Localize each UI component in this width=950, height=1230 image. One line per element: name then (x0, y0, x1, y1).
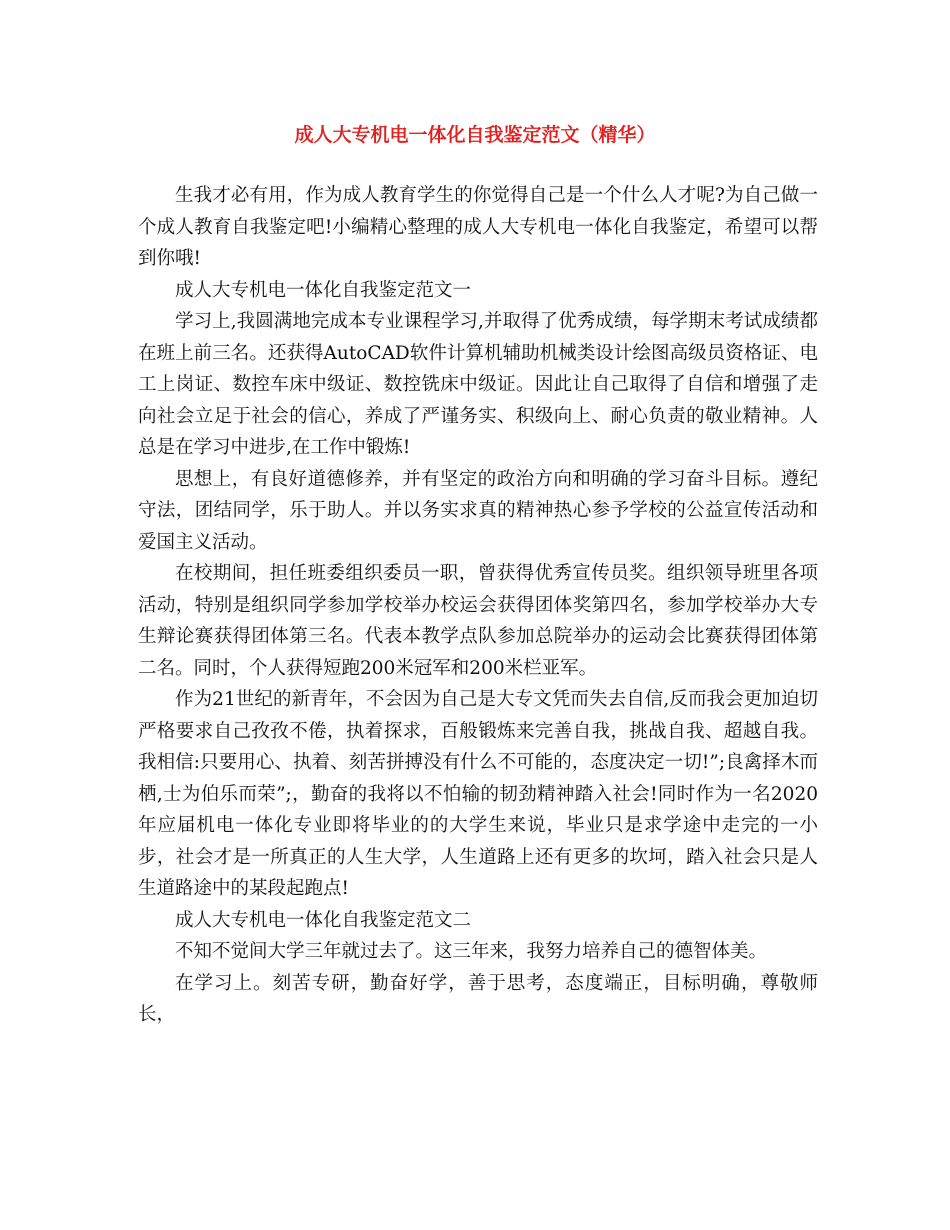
paragraph-intro: 生我才必有用，作为成人教育学生的你觉得自己是一个什么人才呢?为自己做一个成人教育自我鉴定吧!小编精心整理的成人大专机电一体化自我鉴定，希望可以帮到你哦! (138, 185, 818, 269)
paragraph-study-two: 在学习上。刻苦专研，勤奋好学，善于思考，态度端正，目标明确，尊敬师长， (138, 972, 818, 1025)
paragraph-three-years: 不知不觉间大学三年就过去了。这三年来，我努力培养自己的德智体美。 (175, 941, 768, 962)
section-heading-sample-two: 成人大专机电一体化自我鉴定范文二 (175, 909, 472, 931)
document-title: 成人大专机电一体化自我鉴定范文（精华） (294, 124, 656, 146)
paragraph-outlook: 作为21世纪的新青年，不会因为自己是大专文凭而失去自信,反而我会更加迫切严格要求自己孜孜不倦，执着探求，百般锻炼来完善自我，挑战自我、超越自我。我相信:只要用心、执着、刻苦拼搏没有什么不可能的，态度决定一切!”;良禽择木而栖,士为伯乐而荣”;，勤奋的我将以不怕输的韧劲精神踏入社会!同时作为一名2020年应届机电一体化专业即将毕业的的大学生来说，毕业只是求学途中走完的一小步，社会才是一所真正的人生大学，人生道路上还有更多的坎坷，踏入社会只是人生道路途中的某段起跑点! (138, 689, 818, 899)
document-body (138, 180, 818, 1031)
paragraph-study: 学习上,我圆满地完成本专业课程学习,并取得了优秀成绩，每学期末考试成绩都在班上前三名。还获得AutoCAD软件计算机辅助机械类设计绘图高级员资格证、电工上岗证、数控车床中级证、数控铣床中级证。因此让自己取得了自信和增强了走向社会立足于社会的信心，养成了严谨务实、积级向上、耐心负责的敬业精神。人总是在学习中进步,在工作中锻炼! (138, 311, 818, 458)
section-heading-sample-one: 成人大专机电一体化自我鉴定范文一 (175, 279, 472, 301)
paragraph-ideology: 思想上，有良好道德修养，并有坚定的政治方向和明确的学习奋斗目标。遵纪守法，团结同学，乐于助人。并以务实求真的精神热心参予学校的公益宣传活动和爱国主义活动。 (138, 468, 818, 553)
paragraph-campus-activities: 在校期间，担任班委组织委员一职，曾获得优秀宣传员奖。组织领导班里各项活动，特别是组织同学参加学校举办校运会获得团体奖第四名，参加学校举办大专生辩论赛获得团体第三名。代表本教学点队参加总院举办的运动会比赛获得团体第二名。同时，个人获得短跑200米冠军和200米栏亚军。 (138, 563, 818, 679)
